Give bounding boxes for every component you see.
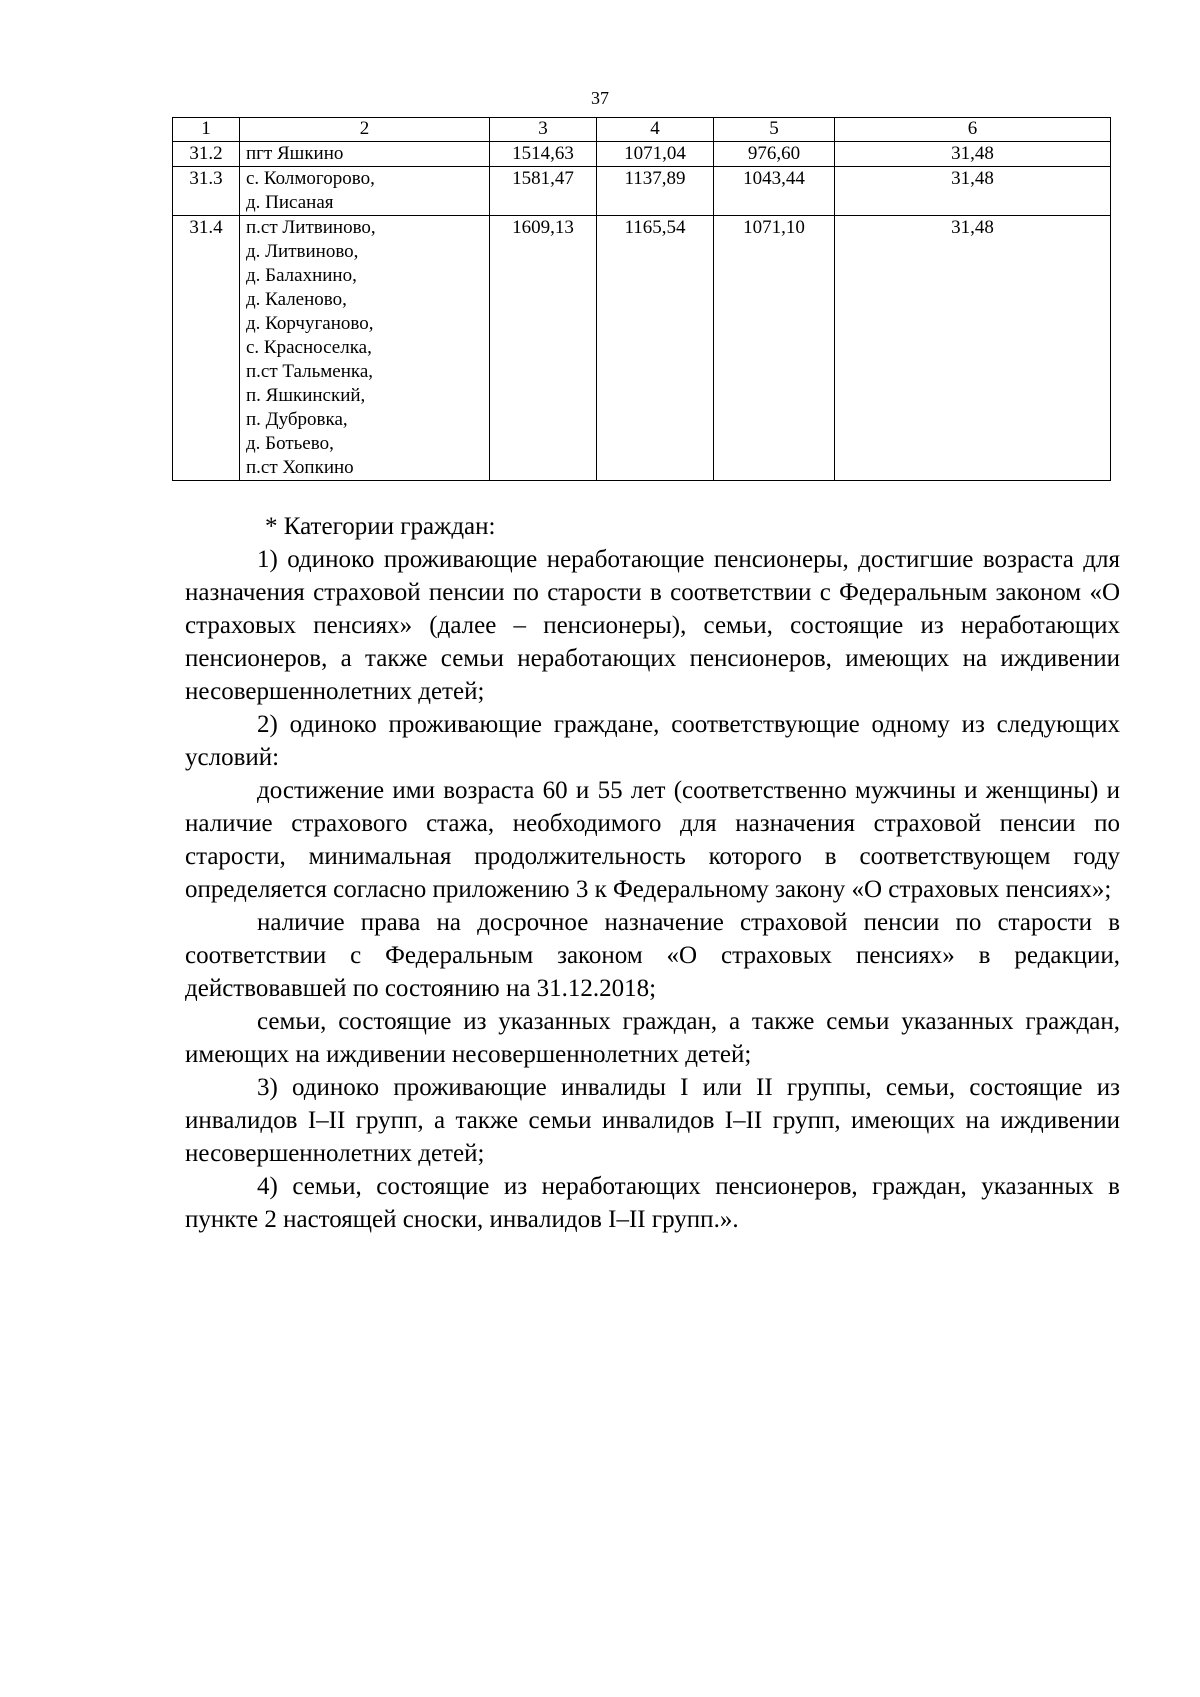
column-header: 2 xyxy=(240,118,490,142)
value-cell-6: 31,48 xyxy=(835,142,1111,167)
footnote xyxy=(185,510,1120,1236)
location-name: д. Корчуганово, xyxy=(246,313,374,334)
location-name: д. Каленово, xyxy=(246,289,347,310)
tariff-table xyxy=(172,117,1111,481)
footnote-paragraph: 2) одиноко проживающие граждане, соответствующие одному из следующих условий: xyxy=(185,711,1120,771)
column-header: 5 xyxy=(714,118,835,142)
table-row xyxy=(173,216,1111,481)
locations-cell xyxy=(240,142,490,167)
location-name: п.ст Литвиново, xyxy=(246,217,376,238)
table-row xyxy=(173,167,1111,216)
value-cell-5: 1071,10 xyxy=(714,216,835,481)
row-number-cell: 31.4 xyxy=(173,216,240,481)
location-name: с. Красноселка, xyxy=(246,337,372,358)
location-name: д. Ботьево, xyxy=(246,433,334,454)
value-cell-6: 31,48 xyxy=(835,167,1111,216)
column-header: 3 xyxy=(490,118,597,142)
value-cell-3: 1514,63 xyxy=(490,142,597,167)
location-name: п. Яшкинский, xyxy=(246,385,366,406)
footnote-paragraph: 1) одиноко проживающие неработающие пенсионеры, достигшие возраста для назначения страховой пенсии по старости в соответствии с Федеральным законом «О страховых пенсиях» (далее – пенсионеры), семьи, состоящие из неработающих пенсионеров, а также семьи неработающих пенсионеров, имеющих на иждивении несовершеннолетних детей; xyxy=(185,546,1120,705)
location-name: п. Дубровка, xyxy=(246,409,348,430)
locations-cell xyxy=(240,216,490,481)
row-number-cell: 31.3 xyxy=(173,167,240,216)
row-number-cell: 31.2 xyxy=(173,142,240,167)
page-number: 37 xyxy=(591,88,609,108)
location-name: д. Балахнино, xyxy=(246,265,357,286)
locations-cell xyxy=(240,167,490,216)
value-cell-4: 1165,54 xyxy=(597,216,714,481)
footnote-title: * Категории граждан: xyxy=(265,513,496,540)
value-cell-5: 1043,44 xyxy=(714,167,835,216)
value-cell-6: 31,48 xyxy=(835,216,1111,481)
location-name: пгт Яшкино xyxy=(246,143,344,164)
location-name: д. Литвиново, xyxy=(246,241,359,262)
footnote-paragraph: 4) семьи, состоящие из неработающих пенсионеров, граждан, указанных в пункте 2 настоящей сноски, инвалидов I–II групп.». xyxy=(185,1173,1120,1233)
table-row xyxy=(173,142,1111,167)
value-cell-3: 1581,47 xyxy=(490,167,597,216)
column-header: 4 xyxy=(597,118,714,142)
value-cell-4: 1137,89 xyxy=(597,167,714,216)
location-name: с. Колмогорово, xyxy=(246,168,375,189)
footnote-body xyxy=(185,543,1120,1236)
value-cell-5: 976,60 xyxy=(714,142,835,167)
table-header-row xyxy=(173,118,1111,142)
footnote-paragraph: семьи, состоящие из указанных граждан, а также семьи указанных граждан, имеющих на иждивении несовершеннолетних детей; xyxy=(185,1008,1120,1068)
column-header: 6 xyxy=(835,118,1111,142)
footnote-paragraph: достижение ими возраста 60 и 55 лет (соответственно мужчины и женщины) и наличие страхового стажа, необходимого для назначения страховой пенсии по старости, минимальная продолжительность которого в соответствующем году определяется согласно приложению 3 к Федеральному закону «О страховых пенсиях»; xyxy=(185,777,1120,903)
location-name: д. Писаная xyxy=(246,192,334,213)
footnote-paragraph: наличие права на досрочное назначение страховой пенсии по старости в соответствии с Федеральным законом «О страховых пенсиях» в редакции, действовавшей по состоянию на 31.12.2018; xyxy=(185,909,1120,1002)
column-header: 1 xyxy=(173,118,240,142)
location-name: п.ст Хопкино xyxy=(246,457,354,478)
value-cell-3: 1609,13 xyxy=(490,216,597,481)
value-cell-4: 1071,04 xyxy=(597,142,714,167)
location-name: п.ст Тальменка, xyxy=(246,361,374,382)
footnote-paragraph: 3) одиноко проживающие инвалиды I или II группы, семьи, состоящие из инвалидов I–II групп, а также семьи инвалидов I–II групп, имеющих на иждивении несовершеннолетних детей; xyxy=(185,1074,1120,1167)
